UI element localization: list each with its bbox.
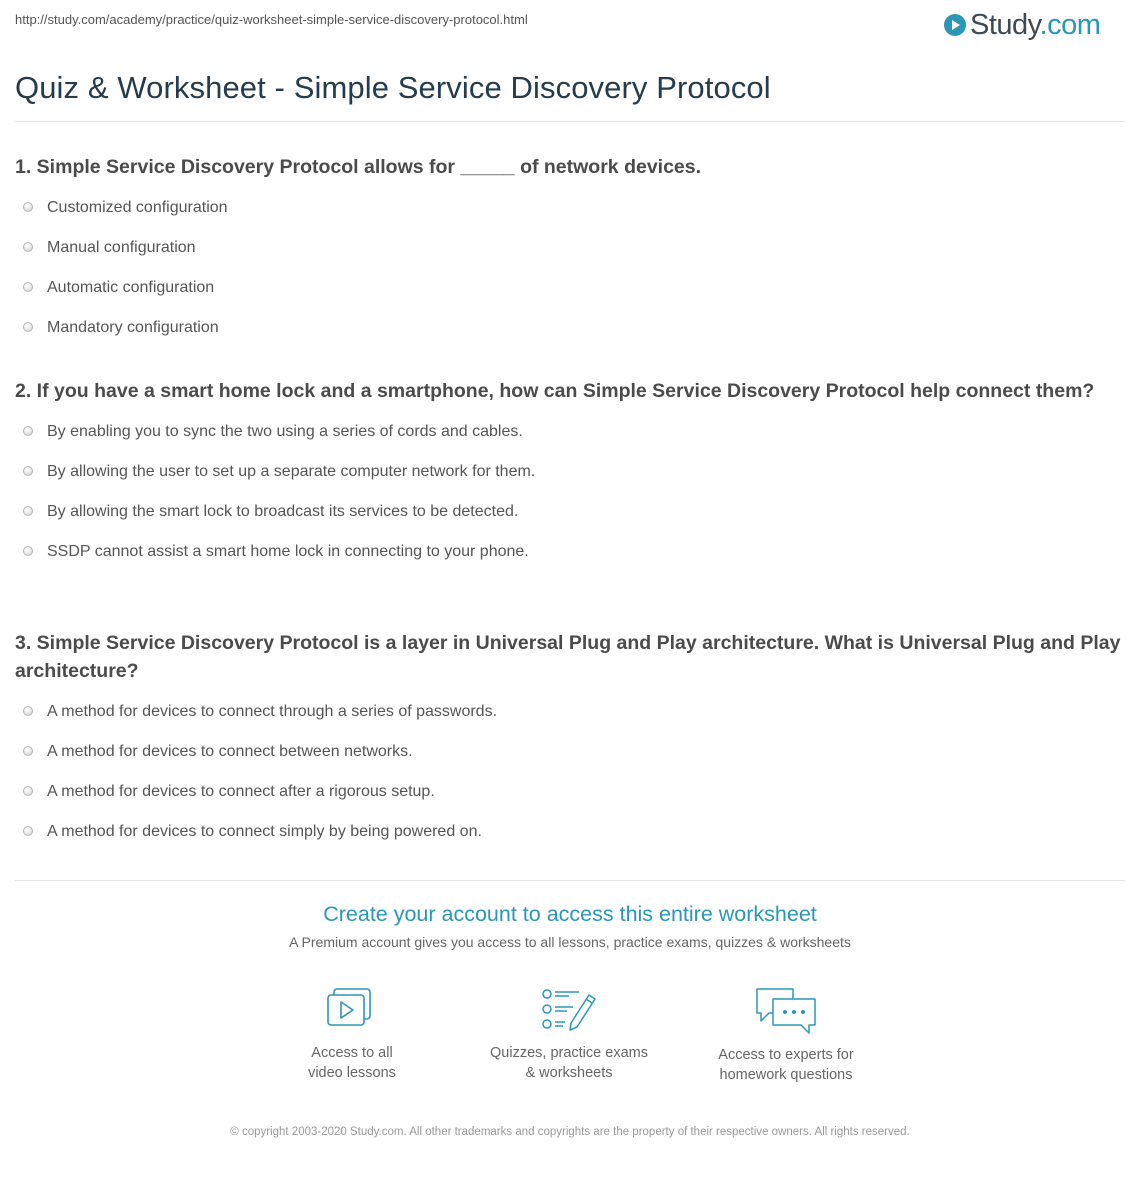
feature-line: video lessons [308, 1065, 396, 1081]
feature-line: homework questions [719, 1067, 853, 1083]
answer-list [15, 188, 1125, 348]
radio-button[interactable] [23, 426, 33, 436]
radio-button[interactable] [23, 546, 33, 556]
answer-option[interactable] [15, 532, 1125, 572]
radio-button[interactable] [23, 282, 33, 292]
question-text: 1. Simple Service Discovery Protocol allows for _____ of network devices. [15, 156, 702, 178]
page-url[interactable]: http://study.com/academy/practice/quiz-worksheet-simple-service-discovery-protocol.html [15, 12, 528, 27]
answer-option[interactable] [15, 308, 1125, 348]
answer-option[interactable] [15, 412, 1125, 452]
radio-button[interactable] [23, 506, 33, 516]
question-3 [15, 629, 1125, 852]
radio-button[interactable] [23, 826, 33, 836]
chat-bubbles-icon [753, 985, 819, 1037]
page-title: Quiz & Worksheet - Simple Service Discovery Protocol [15, 70, 771, 105]
feature-line: Access to experts for [718, 1047, 854, 1063]
answer-option[interactable] [15, 452, 1125, 492]
logo-word: Study [970, 9, 1040, 41]
answer-option[interactable] [15, 268, 1125, 308]
answer-label: Mandatory configuration [47, 319, 219, 336]
answer-label: Automatic configuration [47, 279, 215, 296]
radio-button[interactable] [23, 322, 33, 332]
answer-label: SSDP cannot assist a smart home lock in connecting to your phone. [47, 543, 529, 560]
radio-button[interactable] [23, 706, 33, 716]
top-bar [0, 0, 1140, 50]
answer-option[interactable] [15, 772, 1125, 812]
answer-label: A method for devices to connect after a rigorous setup. [47, 783, 435, 800]
feature-quizzes [469, 985, 669, 1083]
feature-label [252, 1043, 452, 1083]
answer-option[interactable] [15, 732, 1125, 772]
feature-experts [686, 985, 886, 1085]
play-logo-icon [944, 14, 966, 36]
copyright-notice: © copyright 2003-2020 Study.com. All other trademarks and copyrights are the property of their respective owners. All rights reserved. [230, 1125, 910, 1138]
answer-label: A method for devices to connect through a series of passwords. [47, 703, 498, 720]
answer-label: A method for devices to connect simply by being powered on. [47, 823, 482, 840]
section-divider [15, 880, 1125, 881]
answer-label: Manual configuration [47, 239, 196, 256]
video-lesson-icon [322, 985, 382, 1035]
question-text: 2. If you have a smart home lock and a smartphone, how can Simple Service Discovery Protocol help connect them? [15, 380, 1095, 402]
logo-text [970, 8, 1100, 42]
feature-line: & worksheets [525, 1065, 613, 1081]
feature-line: Quizzes, practice exams [490, 1045, 648, 1061]
radio-button[interactable] [23, 786, 33, 796]
premium-subtitle: A Premium account gives you access to all lessons, practice exams, quizzes & worksheets [289, 934, 851, 950]
answer-option[interactable] [15, 492, 1125, 532]
answer-label: By allowing the user to set up a separate computer network for them. [47, 463, 536, 480]
answer-label: By enabling you to sync the two using a series of cords and cables. [47, 423, 523, 440]
study-logo[interactable] [944, 8, 1100, 42]
question-2 [15, 377, 1125, 572]
title-divider [15, 121, 1125, 122]
answer-option[interactable] [15, 188, 1125, 228]
radio-button[interactable] [23, 466, 33, 476]
answer-option[interactable] [15, 692, 1125, 732]
feature-line: Access to all [311, 1045, 393, 1061]
question-text: 3. Simple Service Discovery Protocol is a layer in Universal Plug and Play architecture. What is Universal Plug and Play architecture? [15, 632, 1121, 682]
answer-option[interactable] [15, 812, 1125, 852]
answer-list [15, 412, 1125, 572]
radio-button[interactable] [23, 242, 33, 252]
answer-label: A method for devices to connect between networks. [47, 743, 413, 760]
feature-video-lessons [252, 985, 452, 1083]
feature-label [469, 1043, 669, 1083]
question-1 [15, 153, 1125, 348]
answer-label: By allowing the smart lock to broadcast its services to be detected. [47, 503, 519, 520]
radio-button[interactable] [23, 202, 33, 212]
feature-label [686, 1045, 886, 1085]
answer-option[interactable] [15, 228, 1125, 268]
answer-list [15, 692, 1125, 852]
logo-suffix: .com [1039, 9, 1101, 41]
radio-button[interactable] [23, 746, 33, 756]
create-account-link[interactable]: Create your account to access this entire worksheet [323, 902, 817, 926]
quiz-checklist-icon [539, 985, 599, 1035]
answer-label: Customized configuration [47, 199, 228, 216]
